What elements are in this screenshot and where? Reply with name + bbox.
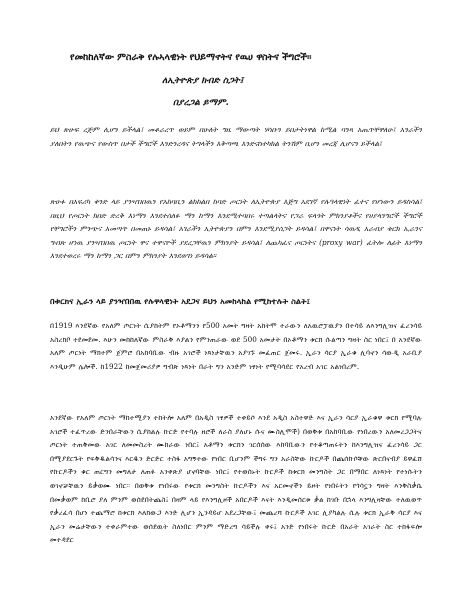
body-paragraph-kurds: አንደኛው የአለም ጦርነት ማከተሚያን ተከትሎ አለም በአዲስ ገፃዎች ተቀይሶ እንደ አዲስ አስተዋድ እና ኢራን ሳርያ ኢራቁዋ ቱርክ የሚባሉ አገሮች ተፈጥረው ድንበራቸውን ሲያከልሉ ኩርድ የተባሉ ዘሮች ለራስ ያለሆኑ ሱና ሙስሊሞች) በወቅቱ በአከባቢው የነበረውን አለመረጋጋትና ጦርነት ተጠቅመው አገር ለመመስረት ሙከራው ነበር፤ አቶማን ቱርክን ገርሰሰው እከባቢውን የተቆጣጠሩትን ከእንግሊዝና ፈረንሳይ ጋር በሚያደርጉት የፍቅዱልሳንና እርዱን ድርድር ተስፋ አግኝተው የነበር ቢሆንም ችግሩ ግን አራስቸው ኩርዶች በጨሰኩሶቹው ጽርበናብያ ይዋፈሸ የኩርዶችን ቁር ጠርግን መግለታ ለጠፉ አንቀጽያ ሆኖባቸው ነበር፤ የተወሰኑት ኩርዶች ከቱርክ መንግስት ጋር በማበር ለነጻነት የተነሱትን ወገኖቻቸዉን ይቃወሙ ነበር። በወቅቱ የነበሩው የቱርክ መንግስት ኩርዶችን እና አርመኖችን ይዞት የነበሩትን የጎሳኗን ግዛት እንቅስቃሴ በመቃወም ከቢሮ ያለ ምንም ወሰደበትጨስ፤ በዛም ላይ የእንግሊዞች አበርዶች እናት እንዲመሰርቱ ቃል ከገቡ በኋላ እንግሊዛቸው ተለዉወጥ የቃረፈሳ በሆነ ተጨማሮ ከቱርክ እለክውጋ እንድ ሊሆን ኢንዳይሆ አደረጋቸው፤ መጨረሻ ኩርዶች አገር ሊያካልሉ ሲሉ ቱርክ ኢራቅ ሳርያ እና ኢራን መሬታቸውን ተቀራምተው ወሰደዉት ስለነበር ምንም ማድረግ ሳይችሉ ቀሩ፤ አንድ የነበሩት ኩርድ በአራት አገራት ስር ተከፋፍሎ መተዳደር bbox=[50, 413, 422, 545]
body-paragraph-history: በ1919 እንደኛው የአለም ጦርነት ሲያከትም የኦቶማንን የ500 አመት ግዛት አከትሞ ተራውን ለአዉሮፓዉያን በተሳይ ለእንግሊዝና ፈረንሳይ አስረክቦ ተደመደመ. እሁን መከከለኛው ምስራቅ እያልን የምንጠራው ወደ 500 አመታት በኦቶማን ቱርክ ሱልጣን ግዛት ስር ነበር፤ በ አንደኛው አለም ጦርነት ማክተም ጀምሮ በአከባቢው ብዙ አገሮች ነጻነታቸዉን አያገኙ መፈጠር ጀመሩ. ኢራን ሳርያ ኢራቁ ሊባኖን ሳውዲ አራቢያ እንዲሁም ሌሎች. ከ1922 ከመጀመሪያዎ ግብጽ ነጻነት በራት ግን አንድም ነፃነት የሚባሳደር የአረብ አገር አልነበረም. bbox=[50, 321, 422, 371]
author-byline: በያረጋል ይማም. bbox=[173, 98, 229, 108]
section-heading: በቱርክና ኢራን ላይ ያንዣበበዉ የሉዋላዊነት አደጋና ይህን አመከላከል የሚከተሉት ስልት፤ bbox=[50, 296, 311, 306]
document-subtitle: ለኢትዮጵያ ክብድ ስጋት፤ bbox=[162, 76, 244, 86]
document-title: የመከከለኛው ምስራቅ የሉኣላዊነት የህይማኖትና የዉሀ ዋስትና ችግሮች። bbox=[70, 52, 312, 63]
intro-paragraph: ይህ ጽሁፍ ረጅም ሊሆን ይችላል፤ መቆራረጥ ወይም በሁለት ግዜ ማውጣት ሃሳቡን ይበታትነዋል ከሚል ባንጻ አጤጥቸዋለሁ፤ አንራችን ያለበትን የዉጭና የውስጥ በታች ችግሮች እንድንረዳና ትግላችን እቅጣጫ እንድናስተካክል ትንሽም ቢሆን መረጃ ሊሆናን ይችላል፤ bbox=[50, 125, 422, 148]
summary-paragraph: ጽሁፉ በአፍሪካ ቀንድ ላይ ያንዣበበዉን የአከባቢን ልክከልበ ከባድ ጦርነት ለኢትዮጵያ እጅግ አደገኛ የሉዓላዊነት ፈተና የሆነውን ይዳስሳል፤ በዚህ የጦርነት ክበድ ድረቅ እነማን እንደተሰለፉ ማን ከማን እንደሚተባበሩ ተጣልላትና የጋራ ፍላጎት ምክንያቶችና የሀያላንግሮች ችግሮች የቸግሮችን ምንጭና አመጣጥ በመጠኑ ይዳሳል፤ አገራችን ኢትዮጵያን በምን እንደሚያሰጋት ይዳሳል፤ በዋናነት ሳዉዲ አራብያ ቱርክ ኢራንና ግብጽ ሆነዉ ያንዣበበዉ ጦርነት ዋና ተዋናዮች ያደረጋቸዉን ምክንያት ይዳሳል፤ ለጨካፈና ጦርነትና (proxy war) ፈትሎ ለፊት እነማን እንደተወረሩ ማን ከማን ጋር በምን ምክንያት እንደወገነ ይዳሳል። bbox=[50, 197, 422, 261]
